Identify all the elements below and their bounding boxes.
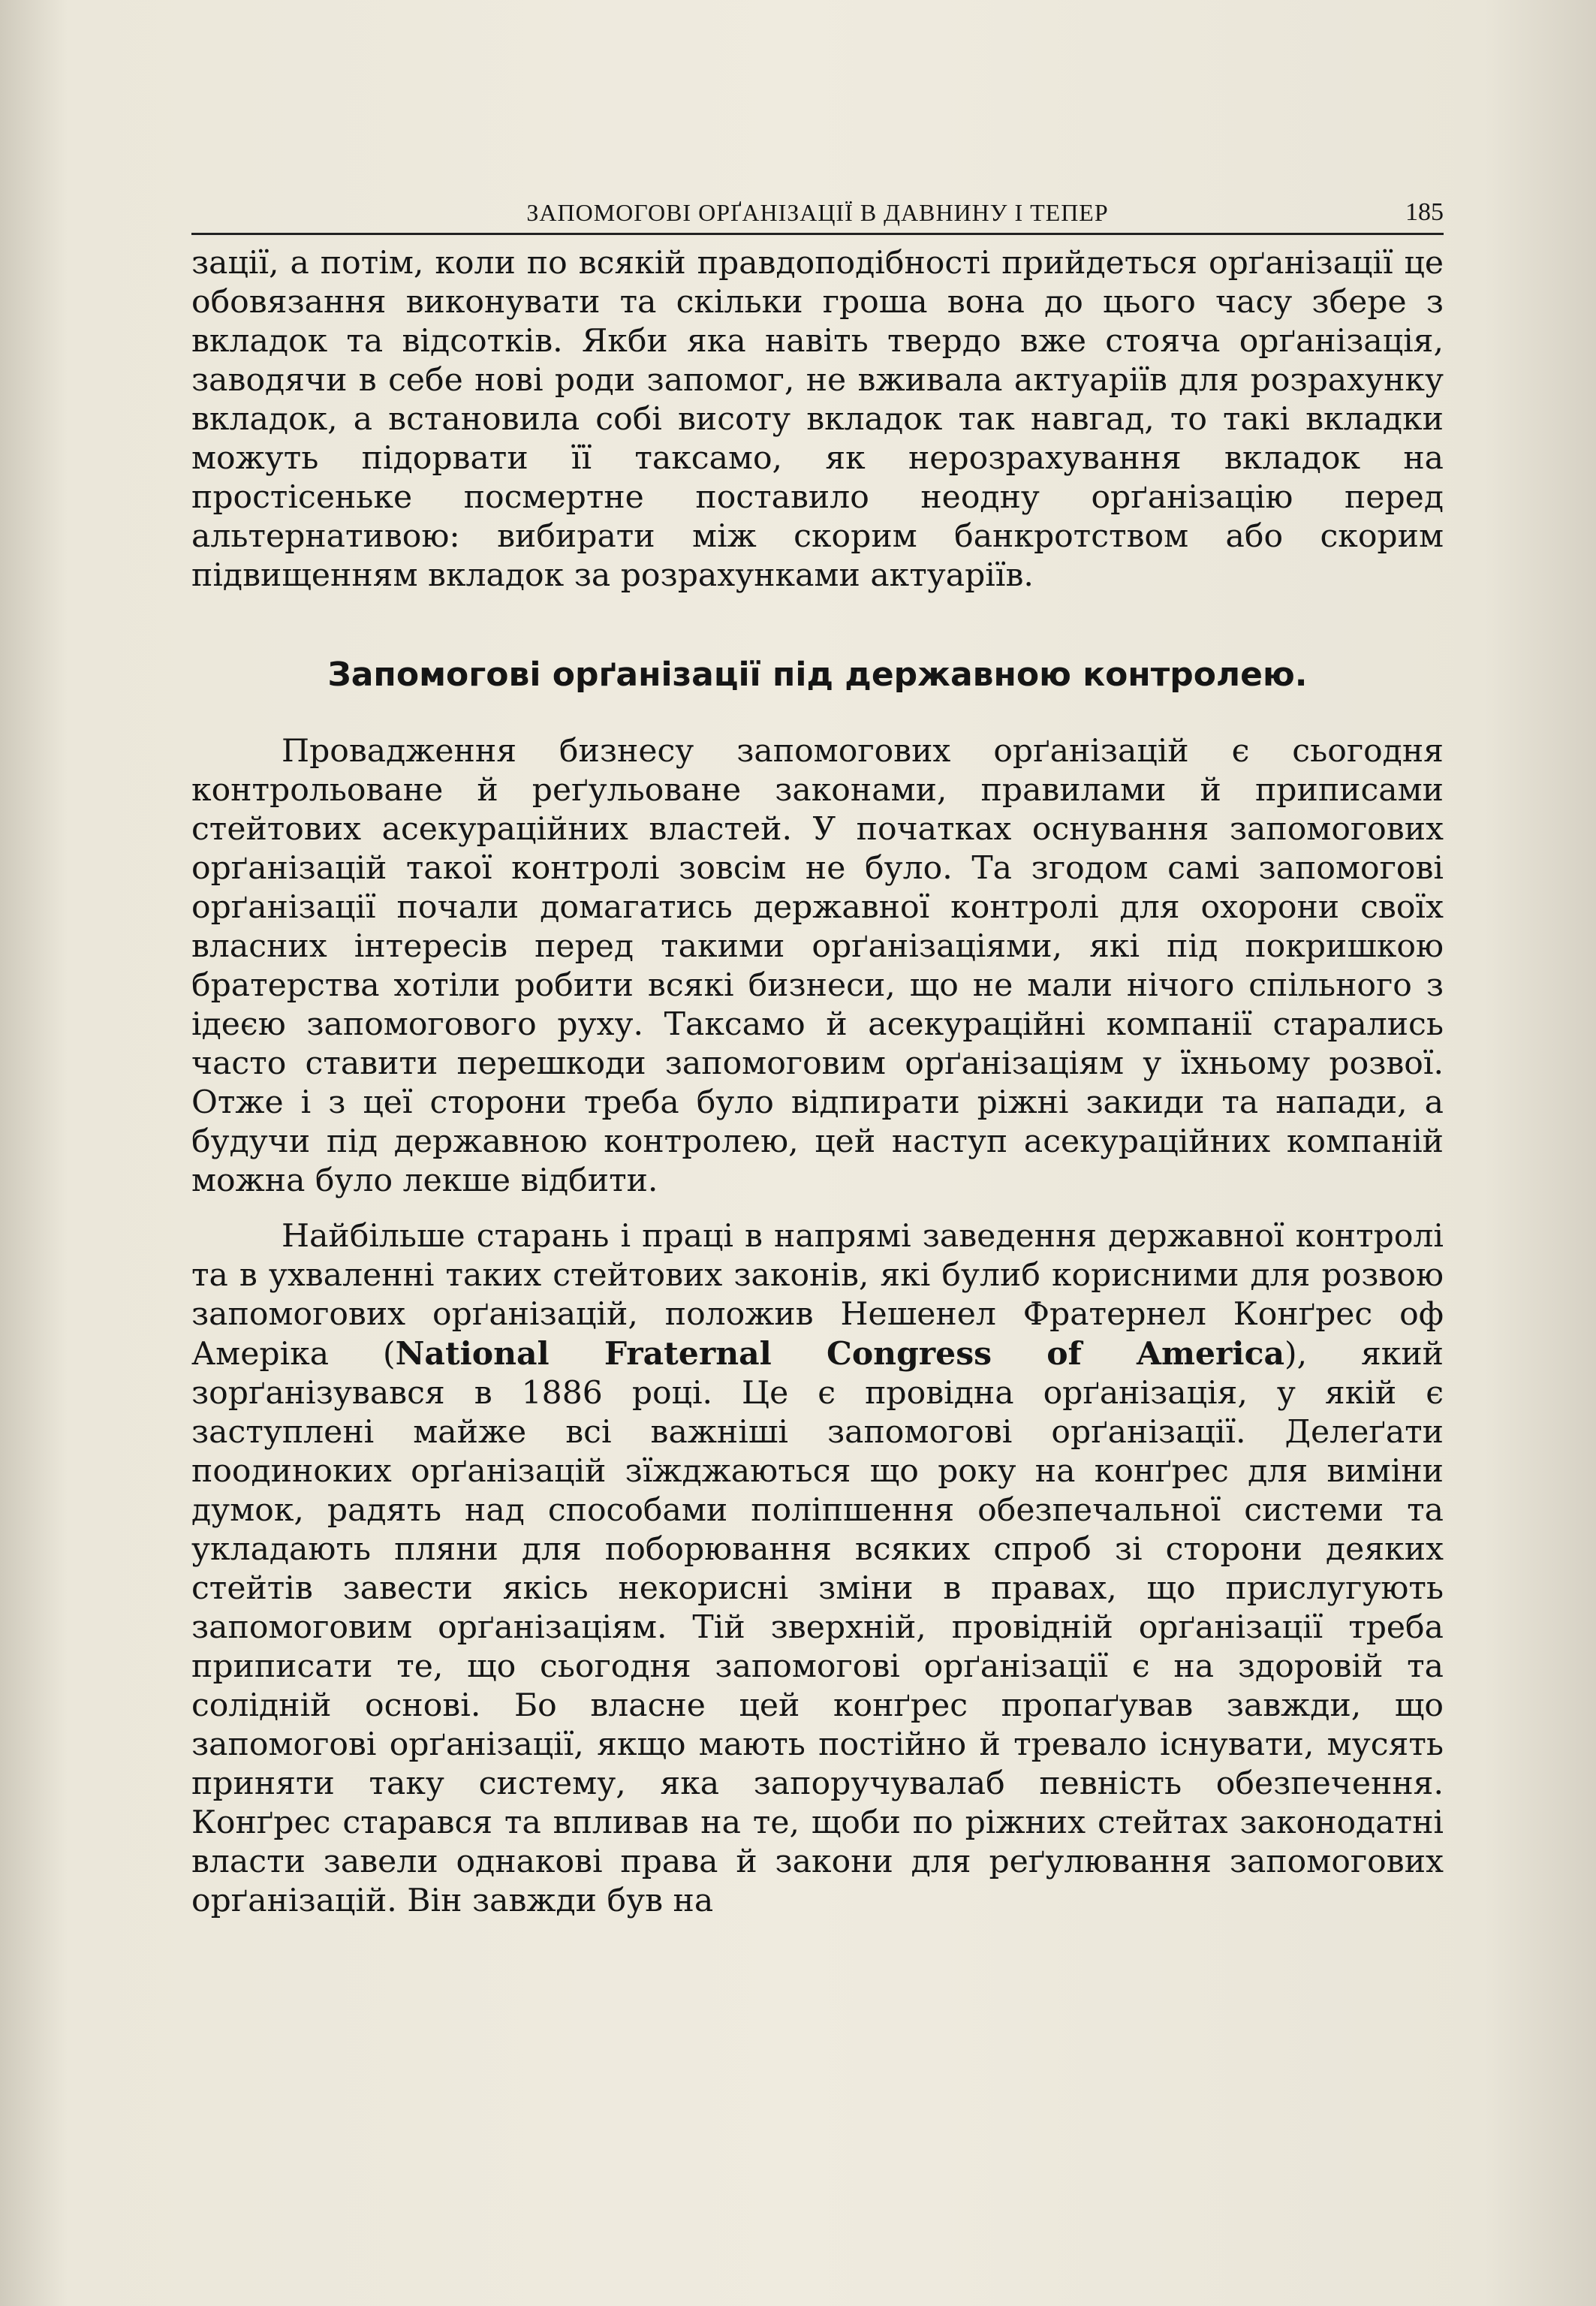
section-heading: Запомогові орґанізації під державною контролею. [327, 656, 1308, 694]
paragraph-3 [191, 1217, 1444, 1921]
organization-name-latin: National Fraternal Congress of America [395, 1335, 1284, 1373]
paragraph-1: зації, а потім, коли по всякій правдоподібності прийдеться орґанізації це обовязання виконувати та скільки гроша вона до цього часу збере з вкладок та відсотків. Якби яка навіть твердо вже стояча орґанізація, заводячи в себе нові роди запомог, не вживала актуаріїв для розрахунку вкладок, а встановила собі висоту вкладок так навгад, то такі вкладки можуть підорвати її таксамо, як нерозрахування вкладок на простісеньке посмертне поставило неодну орґанізацію перед альтернативою: вибирати між скорим банкротством або скорим підвищенням вкладок за розрахунками актуаріїв. [191, 245, 1444, 594]
page-number: 185 [1405, 198, 1444, 226]
running-title: ЗАПОМОГОВІ ОРҐАНІЗАЦІЇ В ДАВНИНУ І ТЕПЕР [526, 199, 1109, 226]
paragraph-2: Провадження бизнесу запомогових орґанізацій є сьогодня контрольоване й реґульоване законами, правилами й приписами стейтових асекураційних властей. У початках оснування запомогових орґанізацій такої контролі зовсім не було. Та згодом самі запомогові орґанізації почали домагатись державної контролі для охорони своїх власних інтересів перед такими орґанізаціями, які під покришкою братерства хотіли робити всякі бизнеси, що не мали нічого спільного з ідеєю запомогового руху. Таксамо й асекураційні компанії старались часто ставити перешкоди запомоговим орґанізаціям у їхньому розвої. Отже і з цеї сторони треба було відпирати ріжні закиди та напади, а будучи під державною контролею, цей наступ асекураційних компаній можна було лекше відбити. [191, 733, 1444, 1199]
paragraph-3-start: Найбільше старань і праці в напрямі заведення державної контролі та в ухваленні таких стейтових законів, які булиб корисними для розвою запомогових орґанізацій, положив Нешенел Фратернел Конґрес оф Амеріка ( [191, 1218, 1444, 1373]
running-header [191, 188, 1444, 235]
paragraph-3-end: ), який зорґанізувався в 1886 році. Це є провідна орґанізація, у якій є заступлені майже всі важніші запомогові орґанізації. Делеґати поодиноких орґанізацій зїжджаються що року на конґрес для виміни думок, радять над способами поліпшення обезпечальної системи та укладають пляни для поборювання всяких спроб зі сторони деяких стейтів завести якісь некорисні зміни в правах, що прислугують запомоговим орґанізаціям. Тій зверхній, провідній орґанізації треба приписати те, що сьогодня запомогові орґанізації є на здоровій та солідній основі. Бо власне цей конґрес пропаґував завжди, що запомогові орґанізації, якщо мають постійно й тревало існувати, мусять приняти таку систему, яка запоручувалаб певність обезпечення. Конґрес старався та впливав на те, щоби по ріжних стейтах законодатні власти завели однакові права й закони для реґулювання запомогових орґанізацій. Він завжди був на [191, 1336, 1444, 1919]
text-block [191, 188, 1444, 1921]
